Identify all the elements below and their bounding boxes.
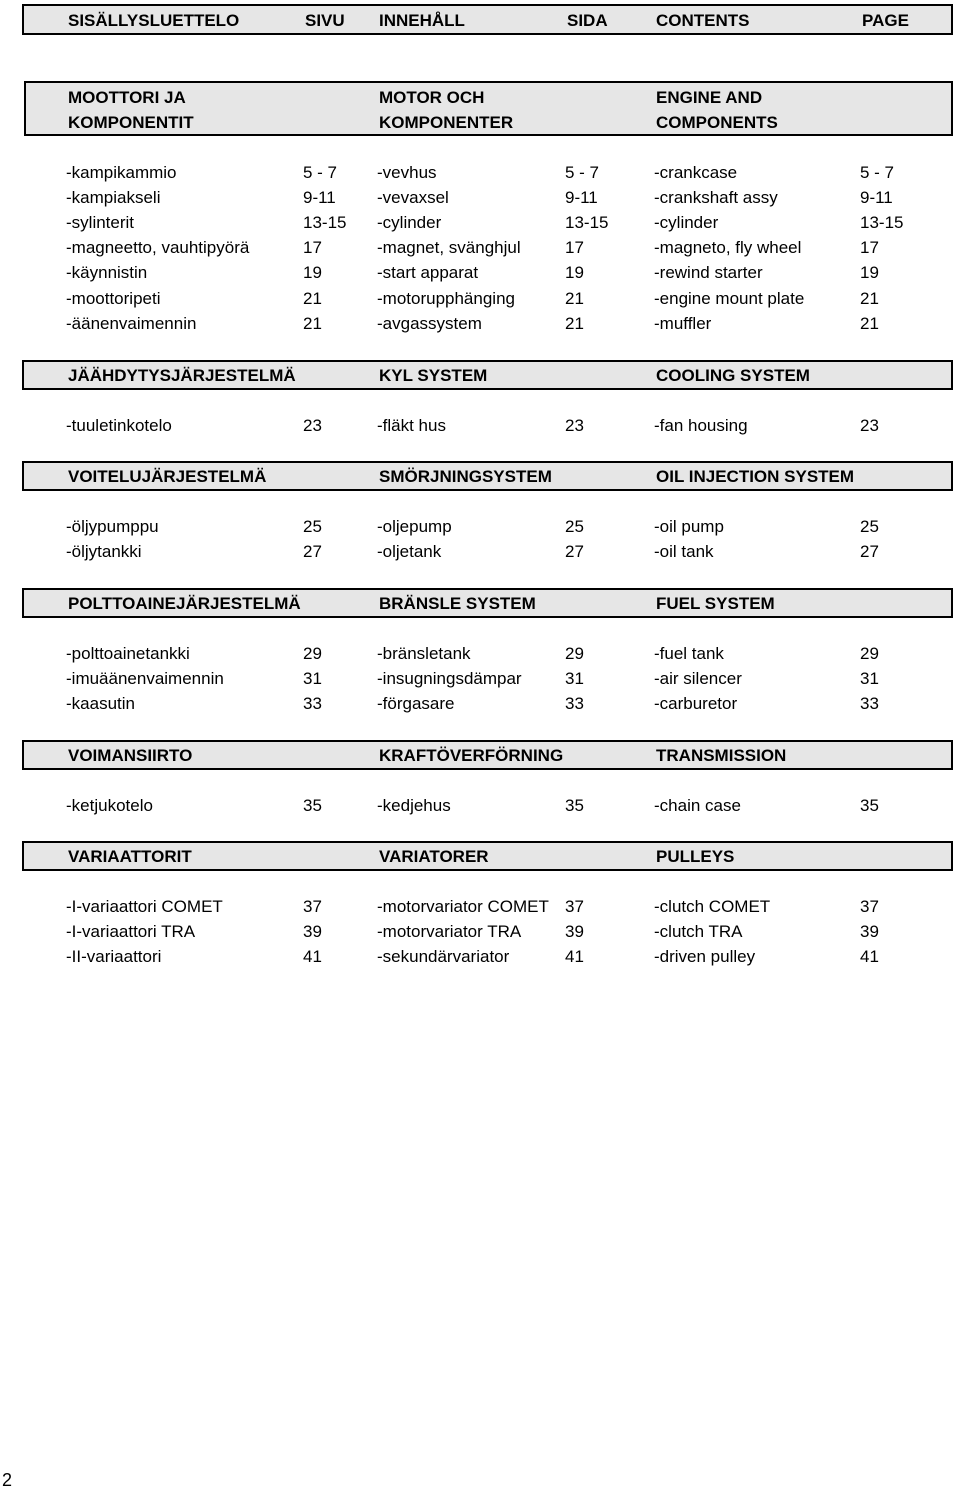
entry-en-page: 41	[860, 947, 879, 966]
entry-en: -carburetor	[654, 694, 738, 713]
entry-fi: -öljytankki	[66, 542, 142, 561]
entry-sv: -förgasare	[377, 694, 455, 713]
entry-en: -oil tank	[654, 542, 714, 561]
entry-sv-page: 39	[565, 922, 584, 941]
entry-sv: -avgassystem	[377, 314, 482, 333]
entry-fi: -II-variaattori	[66, 947, 162, 966]
entry-en-page: 31	[860, 669, 879, 688]
entry-en: -muffler	[654, 314, 712, 333]
entry-fi: -äänenvaimennin	[66, 314, 197, 333]
entry-sv-page: 41	[565, 947, 584, 966]
section-fi: VOIMANSIIRTO	[68, 746, 193, 765]
entry-fi: -ketjukotelo	[66, 796, 153, 815]
entry-sv: -start apparat	[377, 263, 479, 282]
entry-en-page: 37	[860, 897, 879, 916]
entry-fi-page: 21	[303, 289, 322, 308]
entry-sv-page: 37	[565, 897, 584, 916]
toc-row	[22, 416, 953, 438]
entry-en-page: 23	[860, 416, 879, 435]
section-fuel-header	[22, 588, 953, 618]
toc-row	[22, 314, 953, 336]
entry-fi-page: 19	[303, 263, 322, 282]
header-sv: INNEHÅLL	[379, 11, 465, 30]
toc-header-bar	[22, 4, 953, 35]
entry-en-page: 19	[860, 263, 879, 282]
toc-row	[22, 213, 953, 235]
entry-sv-page: 23	[565, 416, 584, 435]
entry-en: -cylinder	[654, 213, 719, 232]
entry-sv: -cylinder	[377, 213, 442, 232]
toc-row	[22, 669, 953, 691]
entry-sv: -magnet, svänghjul	[377, 238, 521, 257]
entry-fi-page: 25	[303, 517, 322, 536]
entry-en: -rewind starter	[654, 263, 763, 282]
entry-fi-page: 17	[303, 238, 322, 257]
toc-row	[22, 188, 953, 210]
section-fi-line1: MOOTTORI JA	[68, 88, 186, 107]
section-en: COOLING SYSTEM	[656, 366, 810, 385]
toc-row	[22, 897, 953, 919]
header-en-page: PAGE	[862, 11, 909, 30]
entry-en: -crankcase	[654, 163, 738, 182]
header-fi: SISÄLLYSLUETTELO	[68, 11, 240, 30]
toc-row	[22, 289, 953, 311]
section-sv-line2: KOMPONENTER	[379, 113, 514, 132]
section-cooling-header	[22, 360, 953, 390]
entry-fi: -I-variaattori COMET	[66, 897, 223, 916]
section-fi: VOITELUJÄRJESTELMÄ	[68, 467, 267, 486]
entry-en: -driven pulley	[654, 947, 756, 966]
section-sv: KYL SYSTEM	[379, 366, 488, 385]
toc-row	[22, 163, 953, 185]
toc-row	[22, 263, 953, 285]
section-en: PULLEYS	[656, 847, 735, 866]
header-en: CONTENTS	[656, 11, 750, 30]
entry-sv: -fläkt hus	[377, 416, 446, 435]
page-number: 2	[2, 1470, 13, 1490]
entry-en-page: 27	[860, 542, 879, 561]
entry-sv: -motorvariator COMET	[377, 897, 549, 916]
entry-fi-page: 23	[303, 416, 322, 435]
entry-sv: -kedjehus	[377, 796, 451, 815]
section-fi: JÄÄHDYTYSJÄRJESTELMÄ	[68, 366, 296, 385]
entry-sv: -motorupphänging	[377, 289, 515, 308]
toc-row	[22, 644, 953, 666]
entry-fi: -kampiakseli	[66, 188, 161, 207]
section-variators-header	[22, 841, 953, 871]
toc-row	[22, 694, 953, 716]
entry-en-page: 21	[860, 314, 879, 333]
entry-fi-page: 5 - 7	[303, 163, 338, 182]
entry-en-page: 17	[860, 238, 879, 257]
header-fi-page: SIVU	[305, 11, 345, 30]
entry-en-page: 33	[860, 694, 879, 713]
entry-fi: -imuäänenvaimennin	[66, 669, 224, 688]
section-transmission-header	[22, 740, 953, 770]
entry-sv-page: 5 - 7	[565, 163, 600, 182]
section-sv: BRÄNSLE SYSTEM	[379, 594, 536, 613]
entry-fi: -käynnistin	[66, 263, 148, 282]
entry-sv-page: 35	[565, 796, 584, 815]
entry-fi: -kampikammio	[66, 163, 177, 182]
entry-en: -chain case	[654, 796, 741, 815]
entry-fi-page: 37	[303, 897, 322, 916]
entry-fi: -tuuletinkotelo	[66, 416, 172, 435]
entry-fi-page: 39	[303, 922, 322, 941]
entry-en-page: 9-11	[860, 188, 893, 207]
entry-fi-page: 13-15	[303, 213, 347, 232]
section-fi: POLTTOAINEJÄRJESTELMÄ	[68, 594, 301, 613]
entry-en-page: 29	[860, 644, 879, 663]
entry-fi-page: 35	[303, 796, 322, 815]
entry-en: -crankshaft assy	[654, 188, 778, 207]
entry-sv-page: 21	[565, 314, 584, 333]
entry-en: -fan housing	[654, 416, 748, 435]
entry-sv: -vevaxsel	[377, 188, 449, 207]
toc-row	[22, 947, 953, 969]
entry-en: -clutch TRA	[654, 922, 743, 941]
entry-sv-page: 27	[565, 542, 584, 561]
entry-sv-page: 17	[565, 238, 584, 257]
entry-sv-page: 21	[565, 289, 584, 308]
entry-en: -clutch COMET	[654, 897, 771, 916]
entry-en-page: 25	[860, 517, 879, 536]
entry-fi-page: 27	[303, 542, 322, 561]
entry-en: -magneto, fly wheel	[654, 238, 802, 257]
entry-en-page: 5 - 7	[860, 163, 895, 182]
entry-fi: -I-variaattori TRA	[66, 922, 196, 941]
toc-row	[22, 517, 953, 539]
entry-fi: -kaasutin	[66, 694, 135, 713]
entry-fi-page: 21	[303, 314, 322, 333]
section-en: TRANSMISSION	[656, 746, 787, 765]
entry-sv-page: 31	[565, 669, 584, 688]
entry-fi-page: 31	[303, 669, 322, 688]
toc-row	[22, 796, 953, 818]
entry-en: -air silencer	[654, 669, 742, 688]
entry-en: -oil pump	[654, 517, 724, 536]
entry-en-page: 13-15	[860, 213, 904, 232]
entry-sv-page: 33	[565, 694, 584, 713]
entry-fi-page: 33	[303, 694, 322, 713]
section-sv-line1: MOTOR OCH	[379, 88, 485, 107]
toc-row	[22, 542, 953, 564]
entry-en-page: 39	[860, 922, 879, 941]
section-en: FUEL SYSTEM	[656, 594, 775, 613]
entry-en: -fuel tank	[654, 644, 724, 663]
toc-row	[22, 238, 953, 260]
section-sv: SMÖRJNINGSYSTEM	[379, 467, 552, 486]
toc-row	[22, 922, 953, 944]
entry-sv-page: 13-15	[565, 213, 609, 232]
section-en: OIL INJECTION SYSTEM	[656, 467, 855, 486]
entry-fi-page: 9-11	[303, 188, 336, 207]
section-sv: KRAFTÖVERFÖRNING	[379, 746, 564, 765]
entry-sv: -bränsletank	[377, 644, 471, 663]
section-motor-header	[24, 81, 953, 136]
section-fi-line2: KOMPONENTIT	[68, 113, 194, 132]
entry-sv: -vevhus	[377, 163, 437, 182]
entry-sv: -insugningsdämpar	[377, 669, 522, 688]
entry-fi-page: 29	[303, 644, 322, 663]
entry-fi-page: 41	[303, 947, 322, 966]
entry-en: -engine mount plate	[654, 289, 805, 308]
entry-sv-page: 19	[565, 263, 584, 282]
entry-sv-page: 29	[565, 644, 584, 663]
section-fi: VARIAATTORIT	[68, 847, 192, 866]
entry-sv-page: 25	[565, 517, 584, 536]
entry-sv: -oljetank	[377, 542, 442, 561]
entry-fi: -polttoainetankki	[66, 644, 190, 663]
section-oil-header	[22, 461, 953, 491]
section-en-line1: ENGINE AND	[656, 88, 763, 107]
entry-sv: -motorvariator TRA	[377, 922, 522, 941]
entry-en-page: 21	[860, 289, 879, 308]
entry-sv: -sekundärvariator	[377, 947, 510, 966]
section-en-line2: COMPONENTS	[656, 113, 778, 132]
section-sv: VARIATORER	[379, 847, 489, 866]
entry-sv: -oljepump	[377, 517, 452, 536]
entry-sv-page: 9-11	[565, 188, 598, 207]
entry-fi: -moottoripeti	[66, 289, 161, 308]
entry-fi: -magneetto, vauhtipyörä	[66, 238, 250, 257]
entry-fi: -öljypumppu	[66, 517, 159, 536]
entry-en-page: 35	[860, 796, 879, 815]
entry-fi: -sylinterit	[66, 213, 135, 232]
header-sv-page: SIDA	[567, 11, 608, 30]
